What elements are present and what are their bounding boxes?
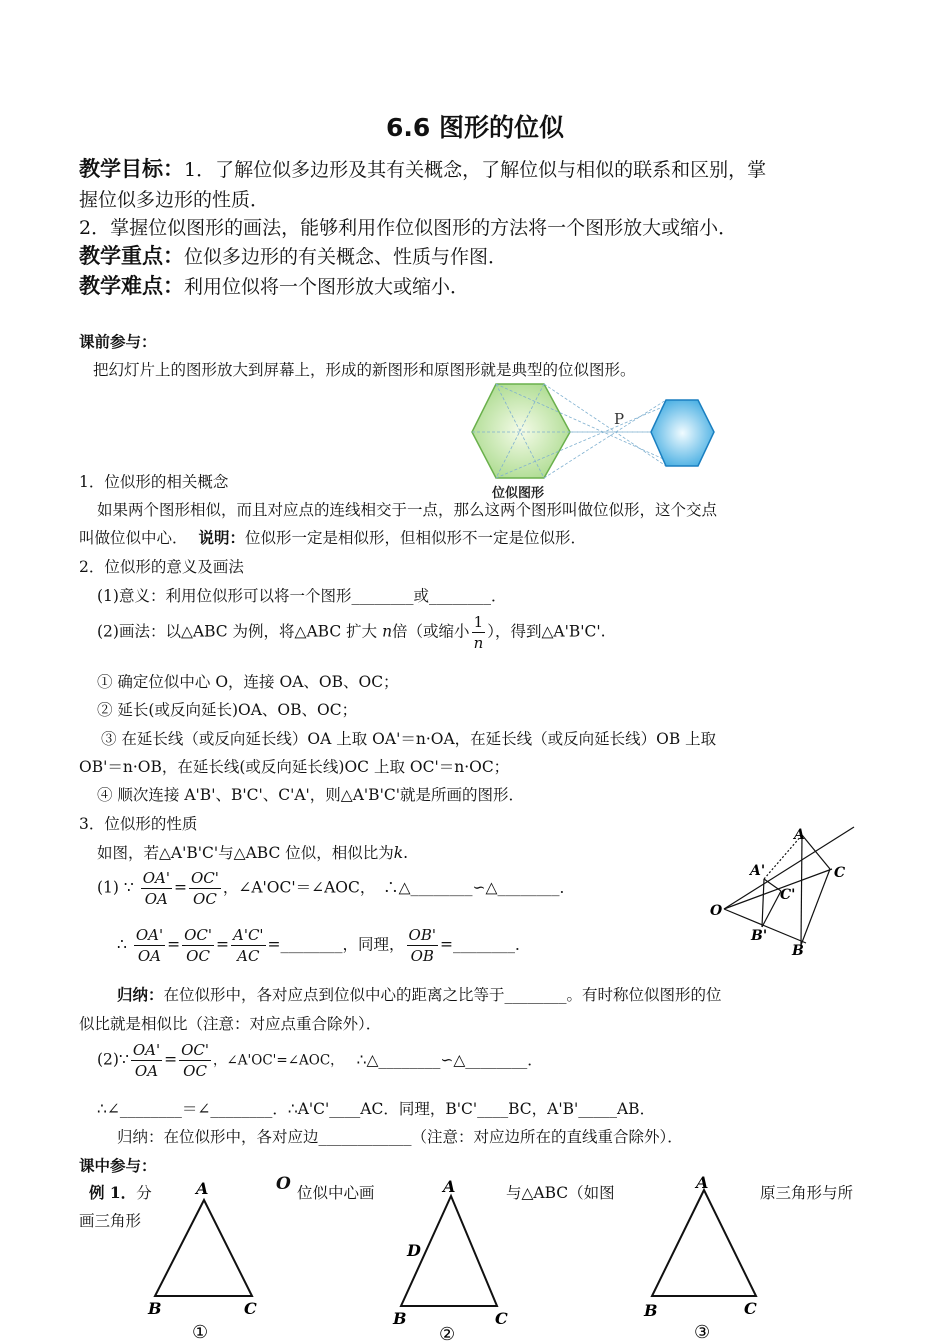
summary-label: 归纳： (117, 985, 164, 1004)
triangle-figure-3 (638, 1168, 768, 1342)
example-label: 例 1． (89, 1183, 137, 1202)
key-label: 教学重点： (79, 244, 184, 268)
key-text: 位似多边形的有关概念、性质与作图． (184, 246, 508, 268)
example-text-b: 位似中心画 (297, 1184, 375, 1202)
s3-p1-after: ，∠A'OC'＝∠AOC， ∴△________∽△________． (222, 878, 575, 897)
s2-meaning: (1)意义：利用位似形可以将一个图形________或________． (97, 587, 507, 605)
s1-line-2 (79, 526, 586, 548)
s3-heading: 3．位似形的性质 (79, 815, 198, 833)
triangle-figure-1 (140, 1172, 270, 1342)
label-O: O (710, 903, 723, 919)
triangle-1-shape (155, 1200, 252, 1296)
t2-label-A: A (443, 1177, 456, 1196)
s2-method-a: (2)画法：以△ABC 为例，将△ABC 扩大 (97, 622, 378, 641)
goals-label: 教学目标： (79, 157, 184, 181)
homothety-hexagon-figure (468, 380, 728, 502)
t1-label-C: C (244, 1299, 257, 1318)
s2-step-3a: ③ 在延长线（或反向延长线）OA 上取 OA'＝n·OA，在延长线（或反向延长线）OB 上取 (101, 730, 717, 748)
page-title: 6.6 图形的位似 (386, 113, 564, 142)
label-A: A (794, 827, 805, 843)
fraction-oa-2: $\frac{OA'}{OA}$ (135, 926, 164, 965)
ratio-blank-2: =________． (440, 935, 531, 954)
example-text-d: 原三角形与所 (760, 1184, 854, 1202)
s3-p2-line2: ∴∠________＝∠________．∴A'C'____AC．同理，B'C'____BC，A'B'_____AB． (97, 1100, 656, 1118)
figure-caption: 位似图形 (492, 486, 545, 501)
t1-number: ① (192, 1322, 209, 1342)
s2-step-1: ① 确定位似中心 O，连接 OA、OB、OC； (97, 673, 399, 691)
difficulty-text: 利用位似将一个图形放大或缩小． (184, 276, 470, 298)
label-A1: A' (750, 863, 766, 879)
center-O-label: O (276, 1174, 291, 1194)
s3-p1: (1) ∵ $\frac{OA'}{OA}$ = $\frac{OC'}{OC}$ ，∠A'OC'＝∠AOC， ∴△________∽△________． (97, 869, 575, 908)
s2-step-2: ② 延长(或反向延长)OA、OB、OC； (97, 701, 358, 719)
goals-text-1: 1．了解位似多边形及其有关概念，了解位似与相似的联系和区别，掌 (184, 159, 767, 181)
s3-ratio-line: ∴ $\frac{OA'}{OA}$ = $\frac{OC'}{OC}$ = $\frac{A'C'}{AC}$ =________，同理， $\frac{OB'}{OB}$ =________． (117, 926, 531, 965)
s1-line-1: 如果两个图形相似，而且对应点的连线相交于一点，那么这两个图形叫做位似形，这个交点 (97, 501, 718, 519)
summary-1a-text: 在位似形中，各对应点到位似中心的距离之比等于________。有时称位似图形的位 (163, 986, 722, 1004)
s3-p2-prefix: (2)∵ (97, 1050, 129, 1069)
center-point-label: P (614, 410, 625, 428)
fraction-oc: $\frac{OC'}{OC}$ (190, 869, 219, 908)
s3-intro: 如图，若△A'B'C'与△ABC 位似，相似比为k. (97, 844, 409, 862)
s1-line-2b: 位似形一定是相似形，但相似形不一定是位似形． (244, 529, 586, 547)
s2-method (97, 612, 606, 653)
s2-step-3b: OB'＝n·OB，在延长线(或反向延长线)OC 上取 OC'＝n·OC； (79, 758, 510, 776)
summary-1b: 似比就是相似比（注意：对应点重合除外）． (79, 1015, 382, 1033)
small-hexagon (651, 400, 714, 466)
large-hexagon (472, 384, 570, 478)
s3-p2-mid: ，∠A'OC'=∠AOC， (213, 1052, 344, 1069)
ratio-blank: =________，同理， (267, 935, 405, 954)
pre-heading: 课前参与： (79, 333, 157, 351)
t3-number: ③ (694, 1322, 711, 1342)
homothety-triangle-figure (706, 825, 868, 960)
one-over-n-fraction: $\frac{1}{n}$ (473, 613, 484, 652)
label-C1: C' (780, 887, 796, 903)
fraction-ob: $\frac{OB'}{OB}$ (408, 926, 436, 965)
example-text-c: 与△ABC（如图 (506, 1184, 615, 1202)
s1-heading: 1．位似形的相关概念 (79, 473, 229, 491)
summary-1a (117, 983, 722, 1005)
s3-p1-prefix: (1) ∵ (97, 878, 134, 897)
t2-label-D: D (407, 1241, 421, 1260)
goals-line-1 (79, 153, 766, 183)
difficulty-label: 教学难点： (79, 274, 184, 298)
s2-step-4: ④ 顺次连接 A'B'、B'C'、C'A'，则△A'B'C'就是所画的图形． (97, 786, 524, 804)
inclass-heading: 课中参与： (79, 1157, 157, 1175)
goals-line-3: 2．掌握位似图形的画法，能够利用作位似图形的方法将一个图形放大或缩小． (79, 217, 738, 239)
ratio-k: k (393, 844, 404, 862)
note-label: 说明： (198, 528, 245, 547)
example-line-2: 画三角形 (79, 1212, 142, 1230)
t2-label-C: C (495, 1309, 508, 1328)
label-B1: B' (751, 928, 768, 944)
difficulty-line (79, 270, 469, 300)
goals-line-2: 握位似多边形的性质． (79, 189, 270, 211)
t3-label-C: C (744, 1299, 757, 1318)
t1-label-A: A (196, 1179, 209, 1198)
fraction-oa-3: $\frac{OA'}{OA}$ (132, 1041, 161, 1080)
t3-label-A: A (696, 1173, 709, 1192)
therefore-sign: ∴ (117, 935, 127, 954)
key-point-line (79, 240, 507, 270)
t2-label-B: B (393, 1309, 407, 1328)
pre-intro: 把幻灯片上的图形放大到屏幕上，形成的新图形和原图形就是典型的位似图形。 (93, 361, 636, 379)
t3-label-B: B (644, 1301, 658, 1320)
s3-intro-text: 如图，若△A'B'C'与△ABC 位似，相似比为 (97, 844, 394, 862)
label-C: C (834, 865, 846, 881)
triangle-3-shape (652, 1190, 756, 1296)
fraction-oc-2: $\frac{OC'}{OC}$ (184, 926, 212, 965)
fraction-ac: $\frac{A'C'}{AC}$ (232, 926, 264, 965)
t1-label-B: B (148, 1299, 162, 1318)
triangle-figure-2 (385, 1172, 520, 1342)
s2-method-b: 倍（或缩小 (392, 622, 470, 641)
s1-line-2a: 叫做位似中心． (79, 529, 188, 547)
s3-p2: (2)∵ $\frac{OA'}{OA}$ = $\frac{OC'}{OC}$ ，∠A'OC'=∠AOC， ∴△________∽△________． (97, 1041, 543, 1080)
s3-p2-end: ∴△________∽△________． (356, 1050, 543, 1069)
s2-heading: 2．位似形的意义及画法 (79, 558, 244, 576)
s2-method-c: ），得到△A'B'C'. (487, 622, 606, 641)
label-B: B (792, 943, 804, 959)
fraction-oc-3: $\frac{OC'}{OC}$ (181, 1041, 209, 1080)
s2-method-n: n (382, 622, 393, 641)
example-text-a: 分 (136, 1184, 152, 1202)
summary-2: 归纳：在位似形中，各对应边____________（注意：对应边所在的直线重合除外）． (117, 1128, 683, 1146)
fraction-oa: $\frac{OA'}{OA}$ (142, 869, 170, 908)
t2-number: ② (439, 1324, 456, 1342)
